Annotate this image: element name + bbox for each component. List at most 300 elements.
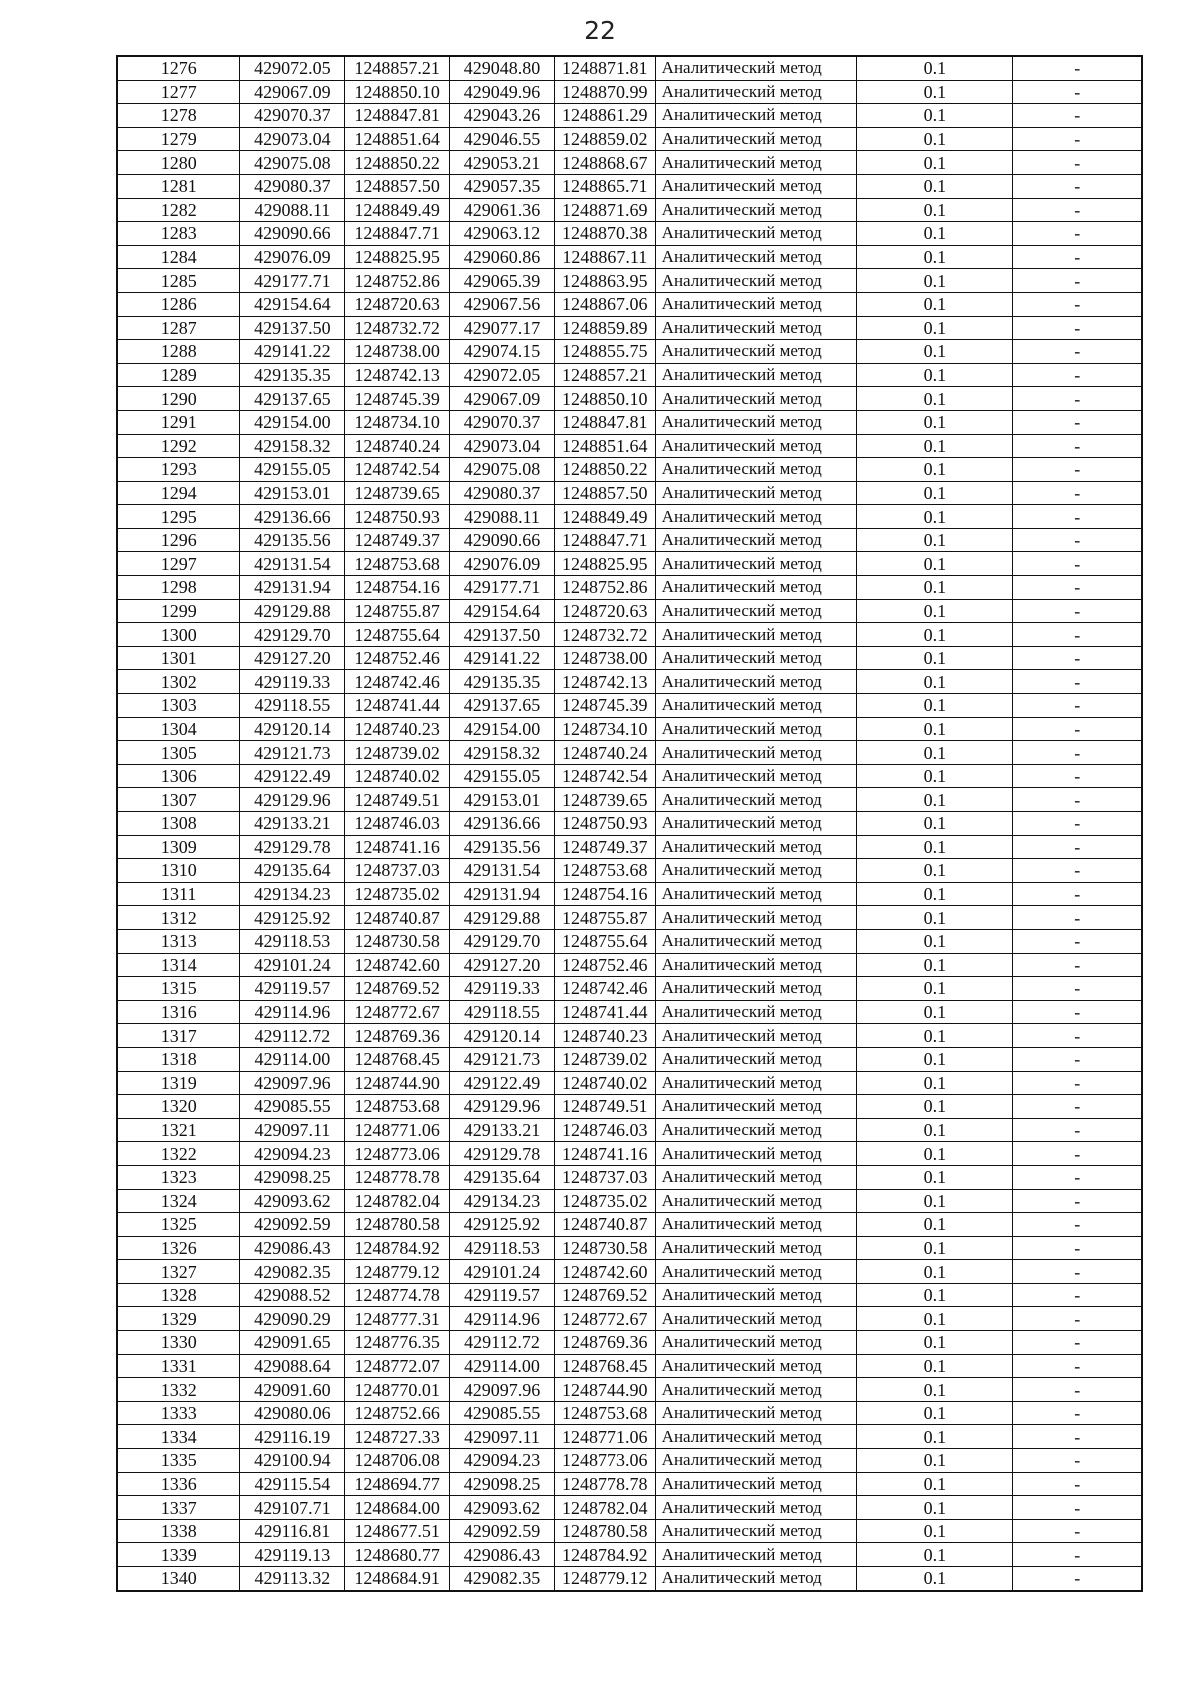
x2-cell: 429125.92 — [450, 1213, 555, 1237]
y1-cell: 1248720.63 — [345, 292, 450, 316]
table-row — [117, 1024, 1142, 1048]
note-cell: - — [1013, 1567, 1142, 1591]
y1-cell: 1248740.23 — [345, 717, 450, 741]
point-number-cell: 1293 — [117, 458, 240, 482]
accuracy-cell: 0.1 — [857, 1236, 1013, 1260]
x2-cell: 429072.05 — [450, 363, 555, 387]
accuracy-cell: 0.1 — [857, 1071, 1013, 1095]
point-number-cell: 1278 — [117, 104, 240, 128]
y2-cell: 1248735.02 — [554, 1189, 655, 1213]
x2-cell: 429137.50 — [450, 623, 555, 647]
y2-cell: 1248752.46 — [554, 953, 655, 977]
x1-cell: 429153.01 — [240, 481, 345, 505]
method-cell: Аналитический метод — [655, 104, 857, 128]
accuracy-cell: 0.1 — [857, 127, 1013, 151]
y2-cell: 1248773.06 — [554, 1449, 655, 1473]
accuracy-cell: 0.1 — [857, 340, 1013, 364]
y2-cell: 1248720.63 — [554, 599, 655, 623]
note-cell: - — [1013, 812, 1142, 836]
method-cell: Аналитический метод — [655, 977, 857, 1001]
point-number-cell: 1280 — [117, 151, 240, 175]
point-number-cell: 1307 — [117, 788, 240, 812]
point-number-cell: 1303 — [117, 694, 240, 718]
x1-cell: 429119.57 — [240, 977, 345, 1001]
method-cell: Аналитический метод — [655, 1118, 857, 1142]
point-number-cell: 1289 — [117, 363, 240, 387]
point-number-cell: 1297 — [117, 552, 240, 576]
x2-cell: 429075.08 — [450, 458, 555, 482]
x2-cell: 429063.12 — [450, 222, 555, 246]
table-row — [117, 1354, 1142, 1378]
method-cell: Аналитический метод — [655, 1331, 857, 1355]
table-row — [117, 1142, 1142, 1166]
y1-cell: 1248740.87 — [345, 906, 450, 930]
table-row — [117, 1519, 1142, 1543]
method-cell: Аналитический метод — [655, 1378, 857, 1402]
point-number-cell: 1327 — [117, 1260, 240, 1284]
y1-cell: 1248779.12 — [345, 1260, 450, 1284]
method-cell: Аналитический метод — [655, 1213, 857, 1237]
y2-cell: 1248755.87 — [554, 906, 655, 930]
accuracy-cell: 0.1 — [857, 245, 1013, 269]
accuracy-cell: 0.1 — [857, 741, 1013, 765]
table-row — [117, 646, 1142, 670]
accuracy-cell: 0.1 — [857, 670, 1013, 694]
point-number-cell: 1294 — [117, 481, 240, 505]
x1-cell: 429082.35 — [240, 1260, 345, 1284]
y2-cell: 1248851.64 — [554, 434, 655, 458]
y1-cell: 1248737.03 — [345, 859, 450, 883]
x1-cell: 429072.05 — [240, 56, 345, 80]
point-number-cell: 1281 — [117, 174, 240, 198]
table-row — [117, 1567, 1142, 1591]
y2-cell: 1248782.04 — [554, 1496, 655, 1520]
y1-cell: 1248847.81 — [345, 104, 450, 128]
method-cell: Аналитический метод — [655, 1449, 857, 1473]
point-number-cell: 1277 — [117, 80, 240, 104]
point-number-cell: 1336 — [117, 1472, 240, 1496]
note-cell: - — [1013, 646, 1142, 670]
accuracy-cell: 0.1 — [857, 1378, 1013, 1402]
x1-cell: 429097.96 — [240, 1071, 345, 1095]
note-cell: - — [1013, 835, 1142, 859]
x1-cell: 429115.54 — [240, 1472, 345, 1496]
x1-cell: 429127.20 — [240, 646, 345, 670]
accuracy-cell: 0.1 — [857, 623, 1013, 647]
y2-cell: 1248859.89 — [554, 316, 655, 340]
x2-cell: 429129.70 — [450, 929, 555, 953]
note-cell: - — [1013, 1260, 1142, 1284]
table-row — [117, 1189, 1142, 1213]
note-cell: - — [1013, 1307, 1142, 1331]
note-cell: - — [1013, 174, 1142, 198]
accuracy-cell: 0.1 — [857, 859, 1013, 883]
method-cell: Аналитический метод — [655, 1401, 857, 1425]
accuracy-cell: 0.1 — [857, 694, 1013, 718]
note-cell: - — [1013, 505, 1142, 529]
note-cell: - — [1013, 1142, 1142, 1166]
table-row — [117, 1425, 1142, 1449]
table-row — [117, 1496, 1142, 1520]
note-cell: - — [1013, 1283, 1142, 1307]
y1-cell: 1248740.02 — [345, 764, 450, 788]
method-cell: Аналитический метод — [655, 56, 857, 80]
note-cell: - — [1013, 576, 1142, 600]
note-cell: - — [1013, 929, 1142, 953]
y2-cell: 1248745.39 — [554, 694, 655, 718]
y2-cell: 1248863.95 — [554, 269, 655, 293]
note-cell: - — [1013, 1496, 1142, 1520]
x2-cell: 429119.57 — [450, 1283, 555, 1307]
y1-cell: 1248677.51 — [345, 1519, 450, 1543]
table-row — [117, 1331, 1142, 1355]
method-cell: Аналитический метод — [655, 929, 857, 953]
method-cell: Аналитический метод — [655, 741, 857, 765]
y2-cell: 1248855.75 — [554, 340, 655, 364]
x1-cell: 429135.35 — [240, 363, 345, 387]
y2-cell: 1248784.92 — [554, 1543, 655, 1567]
point-number-cell: 1317 — [117, 1024, 240, 1048]
table-row — [117, 812, 1142, 836]
x2-cell: 429135.35 — [450, 670, 555, 694]
accuracy-cell: 0.1 — [857, 1472, 1013, 1496]
accuracy-cell: 0.1 — [857, 576, 1013, 600]
table-row — [117, 198, 1142, 222]
y2-cell: 1248868.67 — [554, 151, 655, 175]
y1-cell: 1248769.52 — [345, 977, 450, 1001]
y1-cell: 1248755.64 — [345, 623, 450, 647]
table-row — [117, 552, 1142, 576]
x2-cell: 429158.32 — [450, 741, 555, 765]
y2-cell: 1248734.10 — [554, 717, 655, 741]
table-row — [117, 1000, 1142, 1024]
method-cell: Аналитический метод — [655, 646, 857, 670]
x1-cell: 429118.55 — [240, 694, 345, 718]
y2-cell: 1248769.52 — [554, 1283, 655, 1307]
accuracy-cell: 0.1 — [857, 505, 1013, 529]
y1-cell: 1248742.13 — [345, 363, 450, 387]
x2-cell: 429061.36 — [450, 198, 555, 222]
note-cell: - — [1013, 906, 1142, 930]
note-cell: - — [1013, 1401, 1142, 1425]
x1-cell: 429088.64 — [240, 1354, 345, 1378]
table-row — [117, 717, 1142, 741]
note-cell: - — [1013, 458, 1142, 482]
method-cell: Аналитический метод — [655, 835, 857, 859]
method-cell: Аналитический метод — [655, 623, 857, 647]
note-cell: - — [1013, 292, 1142, 316]
method-cell: Аналитический метод — [655, 245, 857, 269]
x2-cell: 429127.20 — [450, 953, 555, 977]
accuracy-cell: 0.1 — [857, 1118, 1013, 1142]
x2-cell: 429135.64 — [450, 1165, 555, 1189]
accuracy-cell: 0.1 — [857, 717, 1013, 741]
y1-cell: 1248847.71 — [345, 222, 450, 246]
x2-cell: 429085.55 — [450, 1401, 555, 1425]
note-cell: - — [1013, 1378, 1142, 1402]
note-cell: - — [1013, 316, 1142, 340]
x1-cell: 429122.49 — [240, 764, 345, 788]
y1-cell: 1248742.54 — [345, 458, 450, 482]
note-cell: - — [1013, 104, 1142, 128]
point-number-cell: 1325 — [117, 1213, 240, 1237]
note-cell: - — [1013, 245, 1142, 269]
note-cell: - — [1013, 56, 1142, 80]
y2-cell: 1248742.13 — [554, 670, 655, 694]
y1-cell: 1248752.66 — [345, 1401, 450, 1425]
note-cell: - — [1013, 528, 1142, 552]
x1-cell: 429137.65 — [240, 387, 345, 411]
x1-cell: 429091.65 — [240, 1331, 345, 1355]
y1-cell: 1248727.33 — [345, 1425, 450, 1449]
table-row — [117, 1095, 1142, 1119]
y1-cell: 1248849.49 — [345, 198, 450, 222]
x1-cell: 429154.00 — [240, 410, 345, 434]
x1-cell: 429134.23 — [240, 882, 345, 906]
point-number-cell: 1306 — [117, 764, 240, 788]
note-cell: - — [1013, 1165, 1142, 1189]
x2-cell: 429129.88 — [450, 906, 555, 930]
x1-cell: 429107.71 — [240, 1496, 345, 1520]
accuracy-cell: 0.1 — [857, 1331, 1013, 1355]
y2-cell: 1248771.06 — [554, 1425, 655, 1449]
x1-cell: 429114.96 — [240, 1000, 345, 1024]
table-row — [117, 906, 1142, 930]
y1-cell: 1248770.01 — [345, 1378, 450, 1402]
accuracy-cell: 0.1 — [857, 1047, 1013, 1071]
method-cell: Аналитический метод — [655, 340, 857, 364]
y1-cell: 1248857.21 — [345, 56, 450, 80]
accuracy-cell: 0.1 — [857, 222, 1013, 246]
y2-cell: 1248870.38 — [554, 222, 655, 246]
x1-cell: 429135.64 — [240, 859, 345, 883]
note-cell: - — [1013, 1071, 1142, 1095]
method-cell: Аналитический метод — [655, 80, 857, 104]
note-cell: - — [1013, 363, 1142, 387]
x2-cell: 429114.00 — [450, 1354, 555, 1378]
method-cell: Аналитический метод — [655, 481, 857, 505]
x2-cell: 429154.64 — [450, 599, 555, 623]
x2-cell: 429177.71 — [450, 576, 555, 600]
accuracy-cell: 0.1 — [857, 1519, 1013, 1543]
x1-cell: 429070.37 — [240, 104, 345, 128]
point-number-cell: 1322 — [117, 1142, 240, 1166]
note-cell: - — [1013, 1354, 1142, 1378]
accuracy-cell: 0.1 — [857, 1165, 1013, 1189]
point-number-cell: 1314 — [117, 953, 240, 977]
table-row — [117, 528, 1142, 552]
y1-cell: 1248782.04 — [345, 1189, 450, 1213]
x1-cell: 429131.94 — [240, 576, 345, 600]
y2-cell: 1248737.03 — [554, 1165, 655, 1189]
table-row — [117, 151, 1142, 175]
x2-cell: 429097.11 — [450, 1425, 555, 1449]
x1-cell: 429090.29 — [240, 1307, 345, 1331]
note-cell: - — [1013, 198, 1142, 222]
method-cell: Аналитический метод — [655, 670, 857, 694]
method-cell: Аналитический метод — [655, 505, 857, 529]
x1-cell: 429155.05 — [240, 458, 345, 482]
table-row — [117, 882, 1142, 906]
accuracy-cell: 0.1 — [857, 1095, 1013, 1119]
accuracy-cell: 0.1 — [857, 1189, 1013, 1213]
x2-cell: 429131.54 — [450, 859, 555, 883]
y1-cell: 1248857.50 — [345, 174, 450, 198]
x2-cell: 429088.11 — [450, 505, 555, 529]
method-cell: Аналитический метод — [655, 387, 857, 411]
y1-cell: 1248850.22 — [345, 151, 450, 175]
x2-cell: 429067.09 — [450, 387, 555, 411]
note-cell: - — [1013, 151, 1142, 175]
y2-cell: 1248749.37 — [554, 835, 655, 859]
y2-cell: 1248746.03 — [554, 1118, 655, 1142]
point-number-cell: 1305 — [117, 741, 240, 765]
method-cell: Аналитический метод — [655, 292, 857, 316]
y2-cell: 1248778.78 — [554, 1472, 655, 1496]
table-row — [117, 1165, 1142, 1189]
y2-cell: 1248857.50 — [554, 481, 655, 505]
x2-cell: 429070.37 — [450, 410, 555, 434]
y2-cell: 1248859.02 — [554, 127, 655, 151]
accuracy-cell: 0.1 — [857, 363, 1013, 387]
x1-cell: 429112.72 — [240, 1024, 345, 1048]
note-cell: - — [1013, 1543, 1142, 1567]
method-cell: Аналитический метод — [655, 1425, 857, 1449]
x2-cell: 429114.96 — [450, 1307, 555, 1331]
point-number-cell: 1290 — [117, 387, 240, 411]
accuracy-cell: 0.1 — [857, 1142, 1013, 1166]
y2-cell: 1248740.23 — [554, 1024, 655, 1048]
x1-cell: 429092.59 — [240, 1213, 345, 1237]
x1-cell: 429129.88 — [240, 599, 345, 623]
note-cell: - — [1013, 670, 1142, 694]
table-row — [117, 316, 1142, 340]
y1-cell: 1248749.37 — [345, 528, 450, 552]
note-cell: - — [1013, 340, 1142, 364]
x2-cell: 429097.96 — [450, 1378, 555, 1402]
y2-cell: 1248739.02 — [554, 1047, 655, 1071]
table-row — [117, 576, 1142, 600]
table-row — [117, 505, 1142, 529]
method-cell: Аналитический метод — [655, 859, 857, 883]
point-number-cell: 1301 — [117, 646, 240, 670]
point-number-cell: 1285 — [117, 269, 240, 293]
method-cell: Аналитический метод — [655, 1472, 857, 1496]
note-cell: - — [1013, 741, 1142, 765]
y1-cell: 1248749.51 — [345, 788, 450, 812]
x1-cell: 429067.09 — [240, 80, 345, 104]
accuracy-cell: 0.1 — [857, 599, 1013, 623]
note-cell: - — [1013, 694, 1142, 718]
y1-cell: 1248753.68 — [345, 552, 450, 576]
x1-cell: 429125.92 — [240, 906, 345, 930]
table-row — [117, 1260, 1142, 1284]
y2-cell: 1248750.93 — [554, 812, 655, 836]
x1-cell: 429080.37 — [240, 174, 345, 198]
accuracy-cell: 0.1 — [857, 198, 1013, 222]
x2-cell: 429141.22 — [450, 646, 555, 670]
note-cell: - — [1013, 1519, 1142, 1543]
method-cell: Аналитический метод — [655, 764, 857, 788]
table-row — [117, 127, 1142, 151]
x1-cell: 429097.11 — [240, 1118, 345, 1142]
y2-cell: 1248744.90 — [554, 1378, 655, 1402]
y1-cell: 1248744.90 — [345, 1071, 450, 1095]
accuracy-cell: 0.1 — [857, 151, 1013, 175]
table-row — [117, 859, 1142, 883]
x2-cell: 429074.15 — [450, 340, 555, 364]
x2-cell: 429076.09 — [450, 552, 555, 576]
table-row — [117, 458, 1142, 482]
y2-cell: 1248865.71 — [554, 174, 655, 198]
x2-cell: 429067.56 — [450, 292, 555, 316]
x2-cell: 429155.05 — [450, 764, 555, 788]
y1-cell: 1248755.87 — [345, 599, 450, 623]
y2-cell: 1248850.22 — [554, 458, 655, 482]
y2-cell: 1248740.02 — [554, 1071, 655, 1095]
y1-cell: 1248777.31 — [345, 1307, 450, 1331]
table-row — [117, 1236, 1142, 1260]
table-row — [117, 1472, 1142, 1496]
y2-cell: 1248857.21 — [554, 363, 655, 387]
point-number-cell: 1302 — [117, 670, 240, 694]
table-row — [117, 623, 1142, 647]
accuracy-cell: 0.1 — [857, 953, 1013, 977]
method-cell: Аналитический метод — [655, 717, 857, 741]
accuracy-cell: 0.1 — [857, 1425, 1013, 1449]
accuracy-cell: 0.1 — [857, 1283, 1013, 1307]
table-row — [117, 1449, 1142, 1473]
accuracy-cell: 0.1 — [857, 316, 1013, 340]
x1-cell: 429114.00 — [240, 1047, 345, 1071]
x2-cell: 429057.35 — [450, 174, 555, 198]
x2-cell: 429137.65 — [450, 694, 555, 718]
point-number-cell: 1313 — [117, 929, 240, 953]
table-row — [117, 222, 1142, 246]
y1-cell: 1248741.16 — [345, 835, 450, 859]
x1-cell: 429120.14 — [240, 717, 345, 741]
table-row — [117, 56, 1142, 80]
accuracy-cell: 0.1 — [857, 434, 1013, 458]
accuracy-cell: 0.1 — [857, 1213, 1013, 1237]
y2-cell: 1248752.86 — [554, 576, 655, 600]
y1-cell: 1248738.00 — [345, 340, 450, 364]
table-row — [117, 387, 1142, 411]
x2-cell: 429060.86 — [450, 245, 555, 269]
method-cell: Аналитический метод — [655, 882, 857, 906]
note-cell: - — [1013, 552, 1142, 576]
x1-cell: 429073.04 — [240, 127, 345, 151]
accuracy-cell: 0.1 — [857, 387, 1013, 411]
y1-cell: 1248780.58 — [345, 1213, 450, 1237]
accuracy-cell: 0.1 — [857, 269, 1013, 293]
table-row — [117, 269, 1142, 293]
note-cell: - — [1013, 717, 1142, 741]
point-number-cell: 1338 — [117, 1519, 240, 1543]
y1-cell: 1248706.08 — [345, 1449, 450, 1473]
note-cell: - — [1013, 859, 1142, 883]
y1-cell: 1248776.35 — [345, 1331, 450, 1355]
table-row — [117, 245, 1142, 269]
method-cell: Аналитический метод — [655, 812, 857, 836]
point-number-cell: 1331 — [117, 1354, 240, 1378]
y1-cell: 1248771.06 — [345, 1118, 450, 1142]
method-cell: Аналитический метод — [655, 1307, 857, 1331]
accuracy-cell: 0.1 — [857, 1024, 1013, 1048]
point-number-cell: 1283 — [117, 222, 240, 246]
x1-cell: 429086.43 — [240, 1236, 345, 1260]
accuracy-cell: 0.1 — [857, 56, 1013, 80]
